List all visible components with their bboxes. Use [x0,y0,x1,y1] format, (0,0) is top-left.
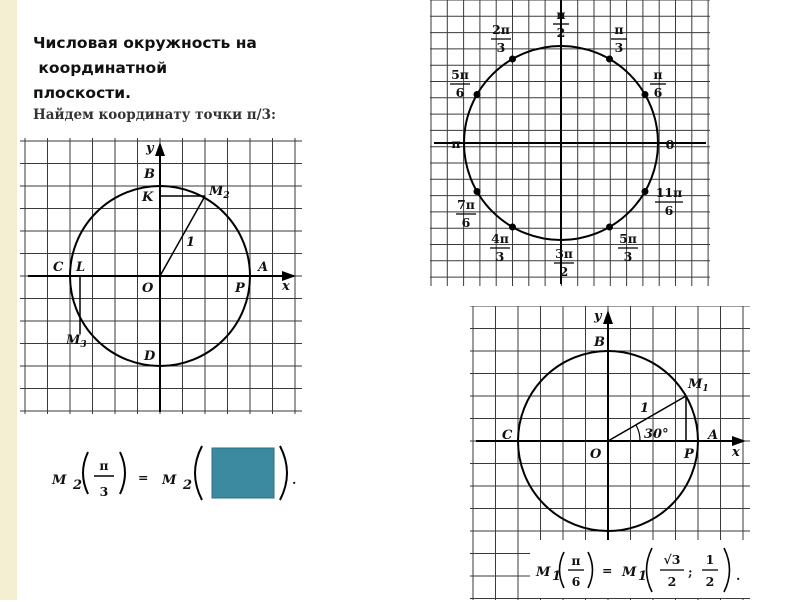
svg-text:11π: 11π [655,185,683,200]
svg-text:3: 3 [99,484,109,499]
svg-text:;: ; [688,564,693,579]
label-pi-over-3 [611,22,627,55]
svg-text:3: 3 [495,249,505,264]
svg-text:2: 2 [667,574,677,589]
point-K-label: K [142,190,154,205]
svg-text:3: 3 [614,40,624,55]
svg-text:1: 1 [705,552,715,567]
svg-text:.: . [292,472,297,487]
radius-one-label: 1 [186,235,196,250]
x-axis-label: x [282,279,290,294]
origin-O-label: O [142,281,154,296]
svg-text:6: 6 [653,85,663,100]
label-pi-over-2 [553,7,569,40]
svg-text:M: M [162,473,177,488]
svg-text:.: . [736,568,741,583]
equation-m1 [530,540,762,602]
svg-text:1: 1 [638,569,648,584]
svg-text:2: 2 [183,478,193,493]
point-D-label: D [144,349,156,364]
svg-text:5π: 5π [451,67,469,82]
origin-O-label: O [590,447,602,462]
svg-text:2: 2 [556,25,566,40]
equation-m2 [46,432,316,518]
svg-text:π: π [99,458,109,473]
label-3pi-over-2 [554,246,574,279]
angle-dot [642,188,649,195]
y-axis-label: y [146,141,154,156]
svg-text:5π: 5π [619,231,637,246]
svg-text:=: = [138,470,149,485]
svg-text:2: 2 [73,478,83,493]
y-axis-label: y [594,309,602,324]
radius-one-label: 1 [640,401,650,416]
svg-text:π: π [653,67,663,82]
point-A-label: A [258,260,269,275]
point-M2-label: $M_2$ [209,184,230,201]
point-M1-label: $M_1$ [688,377,709,394]
point-C-label: C [53,260,64,275]
point-B-label: B [594,335,605,350]
title-line-1: Числовая окружность на [33,34,257,52]
title-line-2: координатной [33,59,168,77]
label-7pi-over-6 [456,197,476,230]
x-axis-label: x [732,445,740,460]
svg-text:6: 6 [664,203,674,218]
label-zero: 0 [665,137,675,152]
point-M3-label: $M_3$ [66,333,87,350]
label-4pi-over-3 [490,231,510,264]
angle-dot [509,224,516,231]
point-P-label: P [235,281,245,296]
figure-circle-angle-marks [430,0,710,286]
svg-text:M: M [52,473,67,488]
svg-text:2: 2 [559,264,569,279]
svg-text:π: π [556,7,566,22]
svg-text:M: M [536,565,551,580]
label-pi-over-6 [650,67,666,100]
angle-label: 30° [644,427,669,442]
svg-text:M: M [622,565,637,580]
label-5pi-over-3 [618,231,638,264]
label-2pi-over-3 [491,22,511,55]
label-5pi-over-6 [450,67,470,100]
svg-text:3: 3 [496,40,506,55]
answer-placeholder-box [212,448,274,498]
angle-dot [509,55,516,62]
svg-text:1: 1 [552,569,562,584]
slide-title [33,31,333,106]
svg-text:=: = [602,563,613,578]
angle-dot [473,188,480,195]
label-pi: π [451,136,461,151]
angle-dot [606,55,613,62]
point-P-label: P [684,447,694,462]
svg-text:3: 3 [623,249,633,264]
point-L-label: L [76,260,86,275]
svg-text:√3: √3 [663,552,681,567]
svg-text:π: π [614,22,624,37]
angle-dot [606,224,613,231]
svg-text:π: π [571,553,581,568]
svg-text:3π: 3π [555,246,573,261]
svg-text:2π: 2π [492,22,510,37]
svg-text:6: 6 [455,85,465,100]
point-B-label: B [144,167,155,182]
angle-dot [642,91,649,98]
svg-text:7π: 7π [457,197,475,212]
svg-text:2: 2 [705,574,715,589]
slide-subtitle: Найдем координату точки π/3: [33,107,276,123]
point-C-label: C [502,428,513,443]
figure-unit-circle-m2 [20,138,302,414]
slide-sidebar-band [0,0,17,600]
point-A-label: A [708,428,719,443]
angle-dot [473,91,480,98]
svg-text:6: 6 [461,215,471,230]
svg-text:4π: 4π [491,231,509,246]
title-line-3: плоскости. [33,84,131,102]
svg-text:6: 6 [571,574,581,589]
